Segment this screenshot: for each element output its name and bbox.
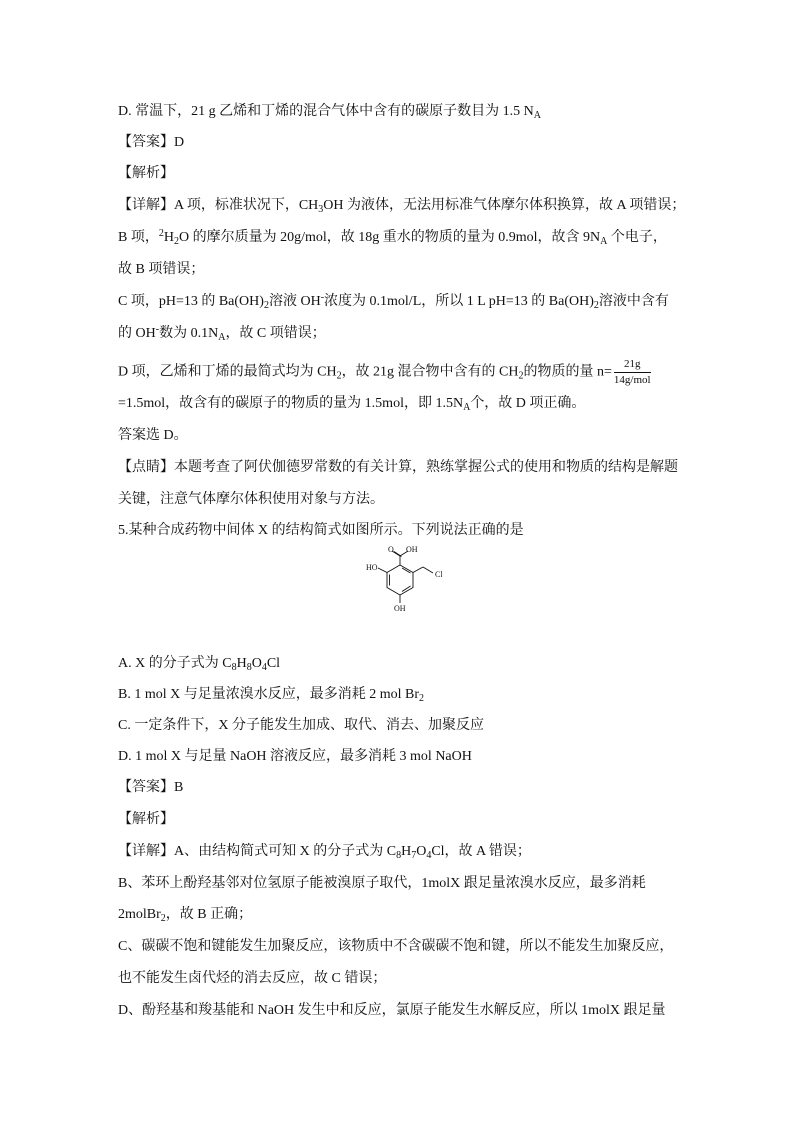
fraction-denominator: 14g/mol — [613, 374, 651, 386]
detail-line-d-end: =1.5mol，故含有的碳原子的物质的量为 1.5mol，即 $1.5N_A$个，故 D 项正确。 — [118, 396, 586, 413]
detail2-line-c-end: 也不能发生卤代烃的消去反应，故 C 错误； — [118, 971, 387, 986]
detail2-line-b: B、苯环上酚羟基邻对位氢原子能被溴原子取代，1molX 跟足量浓溴水反应，最多消耗 — [118, 876, 646, 891]
analysis-label: 【解析】 — [118, 166, 174, 181]
question-5-stem: 5.某种合成药物中间体 X 的结构简式如图所示。下列说法正确的是 — [118, 523, 524, 538]
atom-oh-bottom: OH — [394, 604, 406, 613]
option-d: D. 1 mol X 与足量 NaOH 溶液反应，最多消耗 3 mol NaOH — [118, 749, 472, 764]
detail-line-d: D 项，乙烯和丁烯的最简式均为 $CH_2$，故 21g 混合物中含有的 $CH_2$的物质的量 n= $\frac{21g}{\text{14g/mol}}$ — [118, 358, 651, 386]
option-d-line: D. 常温下，21 g 乙烯和丁烯的混合气体中含有的碳原子数目为 1.5 $N_A$ — [118, 104, 541, 121]
fraction-numerator: 21g — [614, 358, 651, 373]
atom-oh-top: OH — [406, 545, 418, 554]
detail2-line-a: 【详解】A、由结构简式可知 X 的分子式为 $C_8H_7O_4Cl$，故 A 错误； — [118, 844, 531, 861]
choose-answer-line: 答案选 D。 — [118, 428, 188, 443]
detail2-line-d: D、酚羟基和羧基能和 NaOH 发生中和反应，氯原子能发生水解反应，所以 1molX 跟足量 — [118, 1003, 666, 1018]
atom-o: O — [388, 545, 394, 554]
option-b: B. 1 mol X 与足量浓溴水反应，最多消耗 2 mol $Br_2$ — [118, 687, 425, 704]
detail-line-a: 【详解】A 项，标准状况下，$CH_3OH$ 为液体，无法用标准气体摩尔体积换算，故 A 项错误； — [118, 198, 686, 215]
analysis-label-2: 【解析】 — [118, 812, 174, 827]
answer-label-2: 【答案】B — [118, 780, 184, 795]
detail2-line-b-end: 2molBr$_2$，故 B 正确； — [118, 907, 253, 924]
tip-line-2: 关键，注意气体摩尔体积使用对象与方法。 — [118, 492, 384, 507]
detail2-line-c: C、碳碳不饱和键能发生加聚反应，该物质中不含碳碳不饱和键，所以不能发生加聚反应， — [118, 939, 674, 954]
atom-cl: Cl — [435, 570, 443, 579]
detail-line-c: C 项，pH=13 的 $Ba(OH)_2$溶液 OH-浓度为 0.1mol/L，所以 1 L pH=13 的 $Ba(OH)_2$溶液中含有 — [118, 292, 669, 311]
answer-label: 【答案】D — [118, 135, 185, 150]
atom-ho: HO — [366, 563, 378, 572]
detail-line-b: B 项，$^2H_2O$ 的摩尔质量为 20g/mol，故 18g 重水的物质的量为 0.9mol，故含 $9N_A$ 个电子， — [118, 228, 667, 247]
fraction — [614, 358, 651, 387]
molecule-structure — [330, 545, 470, 615]
option-a: A. X 的分子式为 $C_8H_8O_4Cl$ — [118, 656, 281, 673]
tip-line-1: 【点睛】本题考查了阿伏伽德罗常数的有关计算，熟练掌握公式的使用和物质的结构是解题 — [118, 460, 678, 475]
detail-line-c-end: 的 OH-数为 $0.1N_A$，故 C 项错误； — [118, 324, 326, 343]
option-c: C. 一定条件下，X 分子能发生加成、取代、消去、加聚反应 — [118, 718, 484, 733]
detail-line-b-end: 故 B 项错误； — [118, 262, 205, 277]
